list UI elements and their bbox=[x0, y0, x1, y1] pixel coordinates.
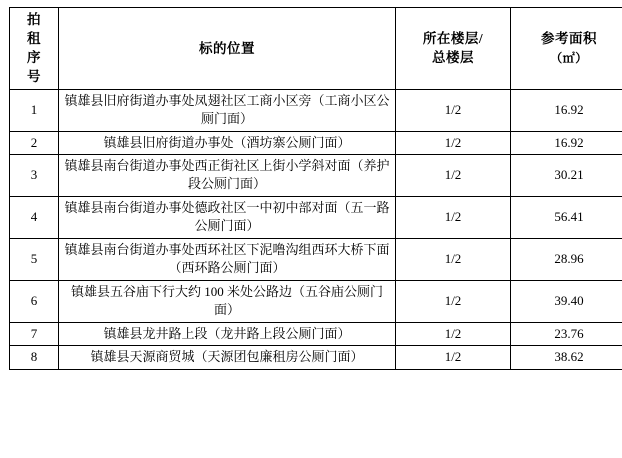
cell-floor: 1/2 bbox=[396, 322, 511, 345]
cell-floor: 1/2 bbox=[396, 89, 511, 131]
table-row bbox=[10, 196, 622, 238]
cell-sequence: 5 bbox=[10, 238, 59, 280]
cell-area: 16.92 bbox=[511, 89, 622, 131]
cell-sequence: 2 bbox=[10, 131, 59, 154]
column-header-location: 标的位置 bbox=[59, 8, 396, 90]
cell-area: 56.41 bbox=[511, 196, 622, 238]
cell-location: 镇雄县龙井路上段（龙井路上段公厕门面） bbox=[59, 322, 396, 345]
header-floor-line2: 总楼层 bbox=[432, 50, 474, 65]
header-seq-char-3: 序 bbox=[13, 48, 55, 67]
table-row bbox=[10, 280, 622, 322]
table-header-row bbox=[10, 8, 622, 90]
cell-area: 30.21 bbox=[511, 154, 622, 196]
cell-area: 38.62 bbox=[511, 346, 622, 369]
cell-location: 镇雄县旧府街道办事处（酒坊寨公厕门面） bbox=[59, 131, 396, 154]
cell-sequence: 3 bbox=[10, 154, 59, 196]
cell-floor: 1/2 bbox=[396, 154, 511, 196]
column-header-sequence bbox=[10, 8, 59, 90]
table-row bbox=[10, 89, 622, 131]
header-seq-char-4: 号 bbox=[13, 67, 55, 86]
column-header-area bbox=[511, 8, 622, 90]
table-row bbox=[10, 131, 622, 154]
table-row bbox=[10, 238, 622, 280]
cell-area: 28.96 bbox=[511, 238, 622, 280]
header-seq-char-1: 拍 bbox=[13, 10, 55, 29]
table-body bbox=[10, 89, 622, 369]
header-seq-char-2: 租 bbox=[13, 29, 55, 48]
header-floor-line1: 所在楼层/ bbox=[423, 31, 483, 46]
cell-location: 镇雄县旧府街道办事处凤翅社区工商小区旁（工商小区公厕门面） bbox=[59, 89, 396, 131]
cell-floor: 1/2 bbox=[396, 346, 511, 369]
column-header-floor bbox=[396, 8, 511, 90]
cell-floor: 1/2 bbox=[396, 238, 511, 280]
cell-sequence: 7 bbox=[10, 322, 59, 345]
cell-area: 23.76 bbox=[511, 322, 622, 345]
cell-area: 16.92 bbox=[511, 131, 622, 154]
cell-floor: 1/2 bbox=[396, 131, 511, 154]
cell-area: 39.40 bbox=[511, 280, 622, 322]
cell-floor: 1/2 bbox=[396, 280, 511, 322]
cell-location: 镇雄县天源商贸城（天源团包廉租房公厕门面） bbox=[59, 346, 396, 369]
header-area-main: 参考面积 bbox=[541, 31, 597, 46]
cell-location: 镇雄县南台街道办事处德政社区一中初中部对面（五一路公厕门面） bbox=[59, 196, 396, 238]
cell-location: 镇雄县五谷庙下行大约 100 米处公路边（五谷庙公厕门面） bbox=[59, 280, 396, 322]
table-row bbox=[10, 154, 622, 196]
cell-sequence: 4 bbox=[10, 196, 59, 238]
cell-location: 镇雄县南台街道办事处西环社区下泥噜沟组西环大桥下面（西环路公厕门面） bbox=[59, 238, 396, 280]
cell-floor: 1/2 bbox=[396, 196, 511, 238]
cell-location: 镇雄县南台街道办事处西正街社区上街小学斜对面（养护段公厕门面） bbox=[59, 154, 396, 196]
table-row bbox=[10, 322, 622, 345]
cell-sequence: 8 bbox=[10, 346, 59, 369]
cell-sequence: 1 bbox=[10, 89, 59, 131]
table-row bbox=[10, 346, 622, 369]
table-header bbox=[10, 8, 622, 90]
header-area-unit: （㎡） bbox=[550, 51, 588, 65]
bid-listing-table bbox=[9, 7, 622, 370]
document-page bbox=[0, 7, 622, 458]
cell-sequence: 6 bbox=[10, 280, 59, 322]
